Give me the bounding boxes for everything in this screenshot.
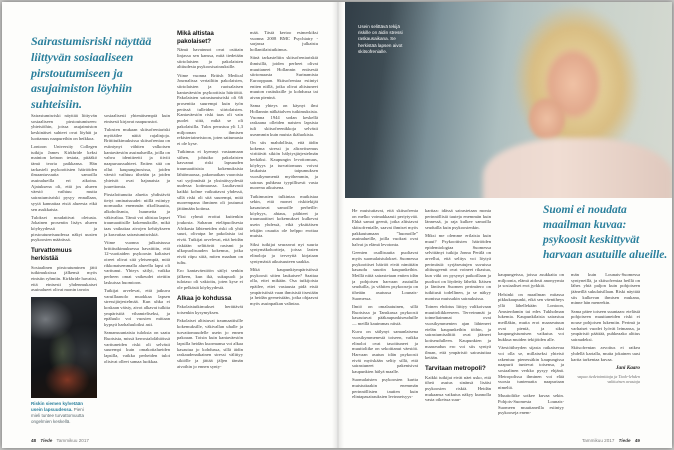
body-paragraph: Kuva on säilynyt samanlaisena vuosikymmenestä toiseen, vaikka elinolot ovat tasoittuneet ja muuttoliike on sekoittanut väestöä. Harvaan asutun idän psykoosit eivät myöskään selity sillä, että sairastuneet pakenisivat kaupunkien hälyä maalle.	[352, 329, 418, 375]
caption-rest: Pieni mieli tuntee turvattomuutta ongelmien keskellä.	[31, 406, 85, 424]
issue-date: Tammikuu 2017	[56, 438, 89, 443]
body-paragraph: mää. Tästä kertoo esimerkiksi vuonna 2008 BMC Psychiatry -sarjassa julkaistu hollantilaistutkimus.	[250, 30, 318, 53]
left-column-3	[177, 30, 243, 435]
section-heading-metropoli: Tarvitaan metropoli?	[425, 364, 486, 372]
body-paragraph: Muuttoliike sotkee kuvaa sekin. Pohjois-Suomesta Lounais-Suomeen muuttaneilla esiintyy psykooseja enem-	[498, 393, 564, 416]
body-paragraph: Skitsofrenian arvoitus ei ratkea yhdellä kartalla, mutta jokainen uusi kartta tarkentaa kuvaa.	[571, 345, 640, 362]
photo-shape-hand	[527, 96, 567, 142]
child-photo	[345, 2, 672, 198]
body-paragraph: Nämä havainnot ovat osittain linjassa sen kanssa, mitä tiedetään siirtolaisten ja pakolaisten alttiudesta psykoosisairauksille.	[177, 47, 243, 70]
spread-pages	[2, 2, 672, 448]
body-paragraph: kaupungeissa, joissa asukkaita on miljoonia, elämä aidosti anonyymia ja sosiaaliset erot jyrkkiä.	[498, 272, 564, 289]
body-paragraph: Viime vuonna julkaistussa brittitutkimuksessa havaittiin, että 12-vuotiaiden psykoosin kaltaiset oireet olivat sitä yleisempiä, mitä rikkonaisemmalla alueella lapsi oli varttunut. Yhteys säilyi, vaikka perheen omat vaikeudet otettiin laskuissa huomioon.	[104, 239, 170, 285]
page-number-right: 49	[634, 438, 640, 443]
body-paragraph: Helsinki on maailman mitassa pikkukaupunki, eikä sen väentiheys yllä lähellekään Lontoon, Amsterdamin tai edes Tukholman lukemia. Kaupunkilaisia sairastuu meilläkin, mutta erot maaseutuun ovat pieniä, ja siksi kaupungistumisen vaikutus voi hukkua muiden tekijöiden alle.	[498, 291, 564, 343]
body-paragraph: Siksi tutkijat seuraavat nyt suuria syntymäkohortteja, joissa lasten elinoloja ja terveyttä kirjataan syntymästä aikuisuuteen saakka.	[250, 241, 318, 264]
body-paragraph: Ilmiö on omalaatuinen, sillä Ruotsissa ja Tanskassa psykoosit kasautuvat pääkaupunkiseuduille — meillä kauimmas niistä.	[352, 304, 418, 327]
body-paragraph: män kuin Lounais-Suomessa syntyneillä, ja skitsofreniaa heillä on lähes yhtä paljon kuin pohjoiseen jääneillä sukulaisillaan. Riski näyttää siis kulkevan ihmisen mukana, minne hän meneekin.	[571, 272, 640, 306]
body-paragraph: Sama pätee toiseen suuntaan: etelästä pohjoiseen muuttaneiden riski ei nouse pohjoisen lukemiin. Perimä ja varhaiset vuodet lyövät leimansa, ja ympäristö päättää, puhkeaako alttius sairaudeksi.	[571, 308, 640, 343]
body-paragraph: Yksi ryhmä erottui kuitenkin joukosta. Saharan eteläpuolisesta Afrikasta lähteneiden riski oli yhtä suuri, olivatpa he pakolaisia tai eivät. Tutkijat arvelevat, että heidän riskiään selittävät rasismi ja ulkopuolisuuden kokemus, jotka eivät riipu siitä, miten maahan on tultu.	[177, 214, 243, 265]
body-paragraph: Tutkimus ei kyennyt vastaamaan siihen, johtuiko pakolaisten kasvanut riski lapsuuden traumaattisista kokemuksista lähtömaassa, pakomatkan vaaroista vai syrjinnästä ja yksinäisyydestä uudessa kotimaassa. Luultavasti kaikki kolme vaikuttavat yhdessä, sillä riski oli sitä suurempi, mitä nuorempana ihminen oli joutunut jättämään kotinsa.	[177, 149, 243, 211]
left-column-2	[104, 113, 170, 435]
body-paragraph: Tulokset noudattivat oletusta. Jokainen prosentin lisäys alueen köyhyydessä ja pirstoutuneisuudessa näkyi uusien psykoosien määrässä.	[31, 214, 97, 243]
seedling-photo-caption	[31, 401, 94, 425]
body-paragraph: karttaa: idässä sairastetaan monia perinnöllisiä tauteja enemmän kuin lännessä, ja raja kulkee samoilla seuduilla kuin psykoosienkin.	[425, 208, 491, 231]
footer-right	[460, 438, 640, 443]
right-column-3	[498, 272, 564, 437]
body-paragraph: Sama yhteys on käynyt ilmi Hollannin nälkätalven tutkimuksista. Vuonna 1944 sodan keskellä raskaana olleiden naisten lapsista tuli skitsofreenikkoja selvästi useammin kuin muista ikäluokista.	[250, 103, 318, 137]
right-column-4	[571, 272, 640, 440]
author-bio: vapaa tiedetoimittaja ja Tiede-lehden vakituinen avustaja	[577, 373, 640, 385]
section-heading-turvattomuus: Turvattomuus herkistää	[31, 247, 72, 262]
body-paragraph: Pirstaloitunutta aluetta yhdistävät tietyt ominaisuudet: niillä esiintyy normaalia enemmän rikollisuutta, alkoholismia, huumeita ja väkivaltaa. Tämä voi altistaa lapset traumaattisille kokemuksille, mikä taas vaikuttaa aivojen kehitykseen ja kasvattaa sairastumisriskiä.	[104, 191, 170, 237]
magazine-brand: Tiede	[40, 438, 53, 443]
body-paragraph: Ero kantaväestöön säilyi senkin jälkeen, kun ikä, sukupuoli ja tulotaso oli vakioitu, joten kyse ei ole pelkästä köyhyydestä.	[177, 267, 243, 290]
body-paragraph: Tutkimusten tulkintaa mutkistaa sekin, että monet riskitekijät kasautuvat samoille perheille: köyhyys, ahtaus, päihteet ja traumaattiset kokemukset kulkevat usein yhdessä, eikä yksittäisen tekijän osuutta ole helppo erottaa muista.	[250, 193, 318, 239]
photo-shape-shirt	[483, 138, 672, 198]
seedling-photo	[31, 297, 97, 398]
body-paragraph: On siis mahdollista, että äidin kokema stressi ja aliravitsemus virittävät sikiön hälytysjärjestelmän herkäksi. Kaupungin levottomuus, köyhyys ja turvattomuus voivat laukaista taipumuksen vuosikymmeniä myöhemmin, ja sairaus puhkeaa tyypillisesti vasta nuorena aikuisena.	[250, 139, 318, 191]
body-paragraph: Toinen ehdotus liittyy valikoivaan muuttoliikkeeseen. Terveimmät ja toimeliaimmat ovat vuosikymmenten ajan lähteneet etelän kaupunkeihin töihin, ja sairastumisalttiit ovat jääneet kotiseudulleen. Kaupunkien ja maaseudun ero voi siis syntyä ilman, että ympäristö sairastuttaa ketään.	[425, 304, 491, 361]
body-paragraph: Miksi me olemme erilaisia kuin muut? Psykoottisten häiriöiden epidemiologiaa Suomessa selvittänyt tutkija Jonna Perälä on arvellut, että selitys voi löytyä perimästä: syrjäseutujen suvuissa alttiusgeenit ovat voineet rikastua, kun väki on pysynyt paikoillaan ja puolisot on löydetty läheltä. Itäisen ja läntisen Suomen perimäero on tutkitusti todellinen, ja se näkyy monissa muissakin sairauksissa.	[425, 233, 491, 301]
child-photo-caption: Usein selittävä tekijä riskille on äidin stressi raskausaikana. Se herkistää lapsen aivot skitsofrenialle.	[358, 24, 403, 54]
body-paragraph: He muistuttavat, että skitsofrenia on melko voimakkaasti periytyvää. Ehkä samat geenit, jotka altistavat skitsofrenialle, saavat ihmiset myös pakkautumaan ”huonoille” asuinalueille, joilla vuokrat ovat halvat ja elämä levotonta.	[352, 208, 418, 248]
body-paragraph: Tutkijat arvelevat, että jatkuva varuillaanolo muokkaa lapsen stressijärjestelmää. Kun uhka ei koskaan väisty, aivot alkavat tulkita ympäristöä vihamieliseksi, ja epäluulo voi vuosien mittaan kypsyä harhaluuloiksi asti.	[104, 287, 170, 328]
page-fold	[332, 2, 344, 448]
body-paragraph: Sairastumisriski näyttää liittyvän sosiaaliseen pirstoutumiseen: yhteisöihin, joissa asujaimiston keskinäiset suhteet ovat löyhät ja luottamus naapureihin on heikkoa.	[31, 113, 97, 141]
section-heading-pakolaiset: Mikä altistaa pakolaiset?	[177, 30, 214, 45]
left-column-4	[250, 30, 318, 435]
body-paragraph: Tulosten mukaan skitsofreniariski myötäilee näitä rajalinjoja. Brittitutkimuksissa skitsofreniaa on esiintynyt vähiten valkoisen kantaväestön asuinalueilla, joilla on vahva identiteetti ja tiiviit naapuruussuhteet. Eniten sitä on ollut kaupunginosissa, joiden väestö vaihtuu tiheään ja joiden yhteisöt ovat hajanaisia ja juurettomia.	[104, 126, 170, 189]
magazine-brand: Tiede	[618, 438, 631, 443]
left-column-1	[31, 113, 97, 296]
author-name: Jani Kaaro	[615, 364, 640, 371]
body-paragraph: Väestötiheyden sijasta ratkaisevaa voi olla se, millaiseksi yhteisö rakentuu: pienessäkin kaupungissa naapurit tuntevat toisensa, ja sosiaalinen verkko pysyy ehjänä. Metropolissa ihminen voi elää vuosia tuntematta naapuriaan nimeltä.	[498, 345, 564, 391]
footer-left	[31, 438, 92, 443]
body-paragraph: Siinä tarkasteltiin skitsofreniariskiä ihmisillä, joiden perheet olivat muuttaneet Hollannin entisestä siirtomaasta Surinamista Eurooppaan. Skitsofreniaa esiintyi eniten niillä, jotka olivat altistuneet muuton rasituksille jo kohdussa tai aivan pieninä.	[250, 55, 318, 101]
body-paragraph: Suomalaisten psykoosien kartta muistuttaakin enemmän perinnöllisten tautien kuin elintapasairauksien levinneisyys-	[352, 377, 418, 400]
right-column-2	[425, 208, 491, 437]
pull-quote: Suomi ei noudata maailman kuvaa: psykoosit keskittyvät harvaan asutuille alueille.	[543, 204, 668, 261]
caption-lead: Riskin siemen kylvetään usein lapsuudessa.	[31, 401, 84, 412]
right-column-1	[352, 208, 418, 437]
body-paragraph: Lontoon University Collegen tutkija James Kirkbride keksi mainion keinon testata, pitääkö tämä teoria paikkansa. Hän tarkasteli psykoottisten häiriöiden ilmaantuvuutta samoilla asuinalueilla eri aikoina. Ajatuksena oli, että jos alueen väestö vaihtuu mutta sairastumisriski pysyy ennallaan, syytä kannattaa etsiä alueesta eikä sen asukkaista.	[31, 143, 97, 212]
body-paragraph: Pakolaistutkimukset herättävät toisenkin kysymyksen.	[177, 304, 243, 315]
body-paragraph: Kaikki tutkijat eivät näet usko, että tiheä asutus sinänsä lisäisi psykoosien riskiä. Heidän mukaansa vaikutus näkyy kunnolla vasta oikeissa suur-	[425, 374, 491, 403]
body-paragraph: Samansuuntaisia tuloksia on saatu Ruotsista, missä kerrostalolähiöissä varttuneiden riski oli selvästi suurempi kuin omakotialueiden lapsilla, vaikka perheiden tulot olisivat olleet samaa luokkaa.	[104, 330, 170, 364]
section-heading-kohdussa: Alkaa jo kohdussa	[177, 294, 232, 302]
body-paragraph: Viime vuonna British Medical Journalissa vertailtiin pakolaisten, siirtolaisten ja ruotsalaisen kantaväestön psykoottisia häiriöitä. Pakolaisten sairastumisriski oli 66 prosenttia suurempi kuin työn perässä tulleiden siirtolaisten. Kantaväestön riski taas oli vain puolet siitä, mikä se oli pakolaisilla. Tulos perustuu yli 1,3 miljoonan ihmisen rekisteriaineistoon, joten sattumasta ei ole kyse.	[177, 72, 243, 146]
body-paragraph: Mikä kaupunkiympäristössä psykoosit sitten laukaisee? Saattaa olla, ettei mikään. Osa tutkijoista epäilee, ettei vastausta pidä etsiä ympäristöstä vaan ihmisistä itsestään ja heidän geeneistään, jotka ohjaavat myös asuinpaikan valintaa.	[250, 266, 318, 306]
body-paragraph: sosiaalisesti yhtenäisempiä kuin etnisesti kirjavat naapurustot.	[104, 113, 170, 124]
body-paragraph: Geenien osallisuutta puoltavat myös suomalaistulokset. Suomessa psykoottiset häiriöt eivät nimittäin kasaudu suuriin kaupunkeihin. Meillä niitä sairastetaan eniten idän ja pohjoisen harvaan asutuilla seuduilla, ja vähiten psykooseja on tiheään asutussa Lounais-Suomessa.	[352, 250, 418, 301]
issue-date: Tammikuu 2017	[581, 438, 615, 443]
body-paragraph: Sosiaalinen pirstoutuminen jätti tutkimuksissa jälkensä myös etnisiin ryhmiin. Kirkbride havaitsi, että etnisesti yhdenmukaiset asuinalueet olivat monin tavoin	[31, 264, 97, 293]
body-paragraph: Pakolaiset altistuvat traumaattisille kokemuksille, väkivallan uhalle ja turvattomuudelle usein jo ennen pakoaan. Toisin kuin kantaväestön lapsilla heidän kuormansa voi alkaa kasautua jo kohdussa, sillä äidin raskaudenaikainen stressi välittyy sikiölle ja jättää jäljen tämän aivoihin jo ennen synty-	[177, 318, 243, 369]
page-number-left: 48	[31, 438, 37, 443]
article-headline: Sairastumisriski näyttää liittyvän sosiaaliseen pirstoutumiseen ja asujaimiston löyhiin suhteisiin.	[31, 34, 152, 112]
